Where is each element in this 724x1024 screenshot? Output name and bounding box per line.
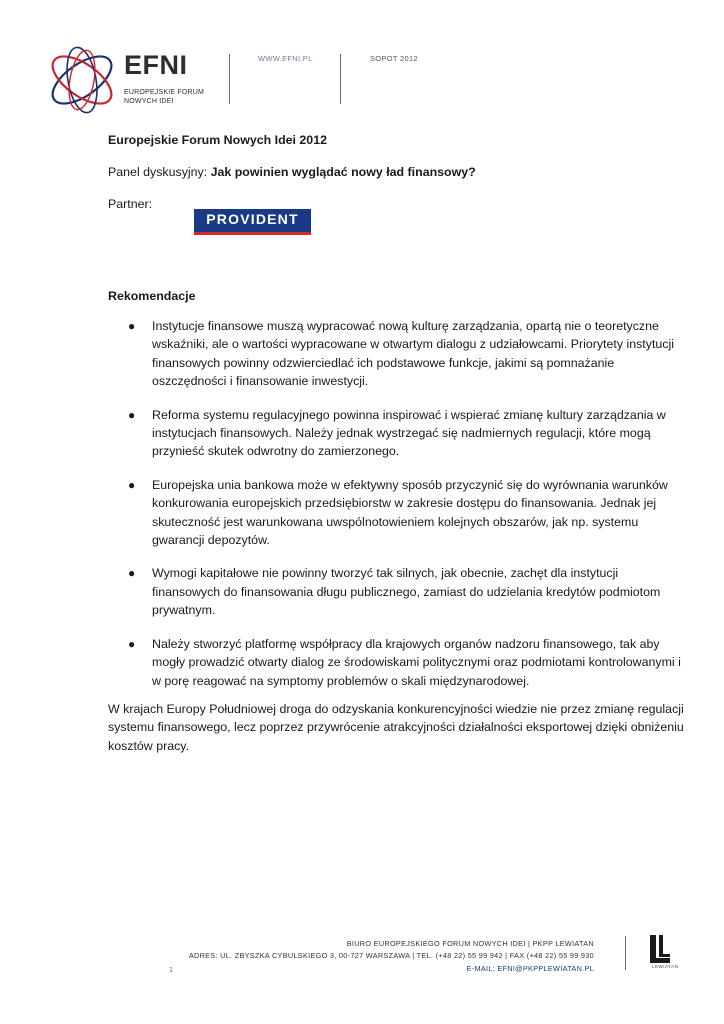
document-title: Europejskie Forum Nowych Idei 2012 (108, 133, 327, 147)
lewiatan-label: LEWIATAN (652, 964, 679, 969)
website-link[interactable]: WWW.EFNI.PL (258, 54, 313, 63)
footer-organization: BIURO EUROPEJSKIEGO FORUM NOWYCH IDEI | PKPP LEWIATAN (346, 939, 594, 948)
page-number: 1 (169, 967, 173, 974)
list-item-text: Należy stworzyć platformę współpracy dla krajowych organów nadzoru finansowego, tak aby mogły prowadzić otwarty dialog ze środowiskami politycznymi oraz podmiotami kontrolowanymi i w porę reagować na symptomy problemów o skali międzynarodowej. (152, 636, 681, 688)
header-divider-1 (229, 54, 230, 104)
event-label: SOPOT 2012 (370, 54, 418, 63)
bullet-icon: ● (128, 477, 136, 492)
lewiatan-logo-icon (648, 934, 672, 964)
closing-paragraph: W krajach Europy Południowej droga do odzyskania konkurencyjności wiedzie nie przez zmianę regulacji systemu finansowego, lecz poprzez przywrócenie atrakcyjności działalności eksportowej dzięki obniżeniu kosztów pracy. (108, 702, 684, 753)
panel-topic: Jak powinien wyglądać nowy ład finansowy? (210, 165, 476, 179)
list-item-text: Instytucje finansowe muszą wypracować nową kulturę zarządzania, opartą nie o teoretyczne wskaźniki, ale o wartości wypracowane w otwartym dialogu z udziałowcami. Priorytety instytucji finansowych powinny odzwierciedlać ich podstawowe funkcje, jakimi są pomnażanie oszczędności i finansowanie inwestycji. (152, 319, 674, 389)
list-item-text: Reforma systemu regulacyjnego powinna inspirować i wspierać zmianę kultury zarządzania w instytucjach finansowych. Należy jednak wystrzegać się nadmiernych regulacji, które mogą przynieść skutek odwrotny do zamierzonego. (152, 407, 666, 459)
bullet-icon: ● (128, 566, 136, 581)
logo-subtitle-line-2: NOWYCH IDEI (124, 98, 174, 105)
footer-address: ADRES: UL. ZBYSZKA CYBULSKIEGO 3, 00-727 WARSZAWA | TEL. (+48 22) 55 99 942 | FAX (+48 22) 55 99 930 (188, 951, 594, 960)
recommendations-heading: Rekomendacje (108, 289, 196, 303)
bullet-icon: ● (128, 319, 136, 333)
list-item (108, 406, 683, 461)
recommendations-list (108, 317, 683, 705)
panel-line (108, 163, 688, 181)
partner-logo: PROVIDENT (194, 209, 311, 235)
list-item (108, 564, 683, 619)
list-item (108, 317, 683, 391)
footer-divider (625, 936, 626, 970)
bullet-icon: ● (128, 636, 136, 651)
partner-label: Partner: (108, 197, 153, 211)
panel-label: Panel dyskusyjny: (108, 165, 211, 179)
list-item-text: Europejska unia bankowa może w efektywny sposób przyczynić się do wyrównania warunków konkurowania europejskich przedsiębiorstw w zakresie dostępu do finansowania. Jednak jej skuteczność jest warunkowana uwspólnotowieniem kolejnych obszarów, jak np. systemu gwarancji depozytów. (152, 477, 668, 548)
bullet-icon: ● (128, 407, 136, 422)
list-item-text: Wymogi kapitałowe nie powinny tworzyć tak silnych, jak obecnie, zachęt dla instytucji finansowych do finansowania długu publicznego, zamiast do udzielania kredytów podmiotom prywatnym. (152, 566, 661, 618)
logo-subtitle (124, 88, 204, 106)
list-item (108, 476, 683, 550)
logo-name: EFNI (124, 50, 188, 80)
list-item (108, 635, 683, 690)
header-divider-2 (340, 54, 341, 104)
footer-email-link[interactable]: E-MAIL: EFNI@PKPPLEWIATAN.PL (466, 964, 594, 973)
efni-logo-icon (44, 42, 120, 118)
logo-subtitle-line-1: EUROPEJSKIE FORUM (124, 89, 205, 96)
